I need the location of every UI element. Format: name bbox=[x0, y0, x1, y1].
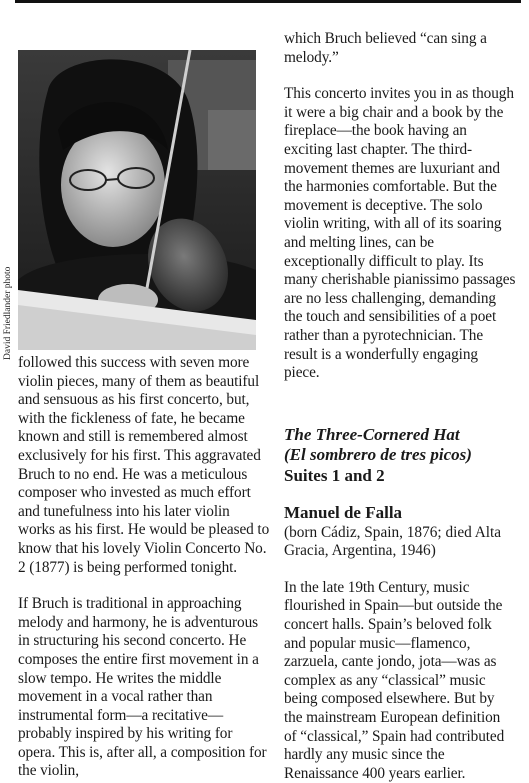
work-title-line-2: (El sombrero de tres picos) bbox=[284, 444, 472, 464]
photo-credit: David Friedlander photo bbox=[3, 266, 13, 360]
violinist-photo bbox=[18, 50, 256, 350]
right-paragraph-1: which Bruch believed “can sing a melody.” bbox=[284, 30, 487, 66]
left-paragraph-1: followed this success with seven more violin pieces, many of them as beautiful and sensuous as his first concerto, but, with the fickleness of fate, he became known and still is remembered almost exclusively for his first. This aggravated Bruch to no end. He was a meticulous composer who invested as much effort and tunefulness into his later violin works as his first. He would be pleased to know that his lovely Violin Concerto No. 2 (1877) is being performed tonight. bbox=[18, 354, 270, 576]
composer-name: Manuel de Falla bbox=[284, 502, 403, 522]
composer-bio: (born Cádiz, Spain, 1876; died Alta Gracia, Argentina, 1946) bbox=[284, 523, 502, 560]
top-rule bbox=[15, 0, 521, 3]
right-column bbox=[284, 30, 516, 783]
left-paragraph-2: If Bruch is traditional in approaching melody and harmony, he is adventurous in structuring his second concerto. He composes the entire first movement in a slow tempo. He writes the middle movement in a vocal rather than instrumental form—a recitative—probably inspired by his writing for opera. This is, after all, a composition for the violin, bbox=[18, 595, 267, 780]
work-title-line-1: The Three-Cornered Hat bbox=[284, 424, 460, 444]
left-column-text bbox=[18, 354, 270, 781]
violinist-photo-illustration bbox=[18, 50, 256, 350]
right-paragraph-3: In the late 19th Century, music flourished in Spain—but outside the concert halls. Spain’s beloved folk and popular music—flamenco, zarzuela, cante jondo, jota—was as complex as any “classical” music being composed elsewhere. But by the mainstream European definition of “classical,” Spain had contributed hardly any music since the Renaissance 400 years earlier. bbox=[284, 578, 505, 782]
right-paragraph-2: This concerto invites you in as though it were a big chair and a book by the fireplace—the book having an exciting last chapter. The third-movement themes are luxuriant and the harmonies comfortable. But the movement is deceptive. The solo violin writing, with all of its soaring and melting lines, can be exceptionally difficult to play. Its many cherishable pianissimo passages are no less challenging, demanding the touch and sensibilities of a poet rather than a pyrotechnician. The result is a wonderfully engaging piece. bbox=[284, 85, 516, 382]
work-subtitle: Suites 1 and 2 bbox=[284, 465, 385, 485]
